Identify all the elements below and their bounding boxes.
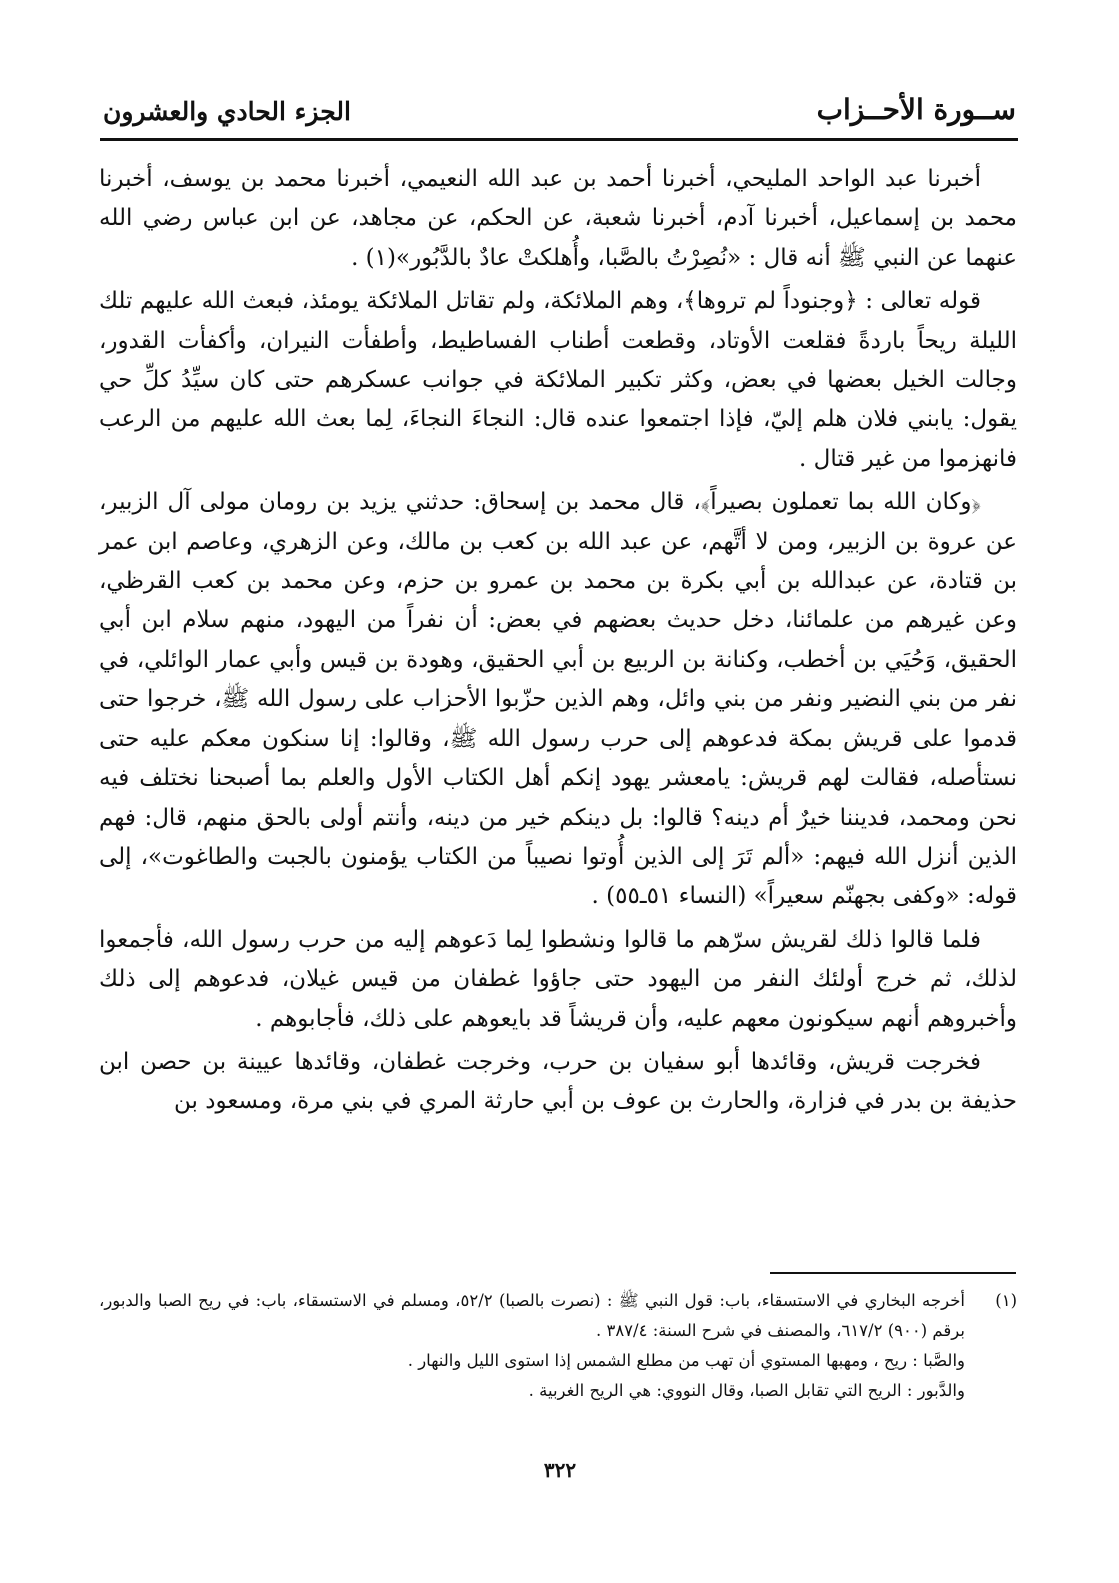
surah-title: ســورة الأحــزاب: [816, 93, 1016, 126]
footnote-1: [99, 1286, 1017, 1346]
footnotes: [99, 1286, 1017, 1406]
footnote-note-dabur: والدَّبور : الريح التي تقابل الصبا، وقال النووي: هي الريح الغربية .: [528, 1381, 965, 1400]
footnote-text: أخرجه البخاري في الاستسقاء، باب: قول النبي ﷺ : (نصرت بالصبا) ٥٢/٢، ومسلم في الاستسقاء، باب: في ريح الصبا والدبور، برقم (٩٠٠) ٦١٧/٢، والمصنف في شرح السنة: ٣٨٧/٤ .: [99, 1291, 965, 1340]
footnote-number: (١): [995, 1291, 1017, 1310]
page-header: [103, 86, 1016, 126]
paragraph-4: فلما قالوا ذلك لقريش سرّهم ما قالوا ونشطوا لِما دَعوهم إليه من حرب رسول الله، فأجمعوا لذلك، ثم خرج أولئك النفر من اليهود حتى جاؤوا غطفان من قيس غيلان، فدعوهم إلى ذلك وأخبروهم أنهم سيكونون معهم عليه، وأن قريشاً قد بايعوهم على ذلك، فأجابوهم .: [99, 926, 1017, 1032]
header-divider: [100, 138, 1018, 141]
main-text: [99, 160, 1017, 1126]
footnote-note-saba: والصَّبا : ريح ، ومهبها المستوي أن تهب من مطلع الشمس إذا استوى الليل والنهار .: [407, 1351, 965, 1370]
paragraph-3: ﴿وكان الله بما تعملون بصيراً﴾، قال محمد بن إسحاق: حدثني يزيد بن رومان مولى آل الزبير، عن عروة بن الزبير، ومن لا أتَّهم، عن عبد الله بن كعب بن مالك، وعن الزهري، وعاصم ابن عمر بن قتادة، عن عبدالله بن أبي بكرة بن محمد بن عمرو بن حزم، وعن محمد بن كعب القرظي، وعن غيرهم من علمائنا، دخل حديث بعضهم في بعض: أن نفراً من اليهود، منهم سلام ابن أبي الحقيق، وَحُيَي بن أخطب، وكنانة بن الربيع بن أبي الحقيق، وهودة بن قيس وأبي عمار الوائلي، في نفر من بني النضير ونفر من بني وائل، وهم الذين حزّبوا الأحزاب على رسول الله ﷺ، خرجوا حتى قدموا على قريش بمكة فدعوهم إلى حرب رسول الله ﷺ، وقالوا: إنا سنكون معكم عليه حتى نستأصله، فقالت لهم قريش: يامعشر يهود إنكم أهل الكتاب الأول والعلم بما أصبحنا نختلف فيه نحن ومحمد، فديننا خيرٌ أم دينه؟ قالوا: بل دينكم خير من دينه، وأنتم أولى بالحق منهم، قال: فهم الذين أنزل الله فيهم: «ألم تَرَ إلى الذين أُوتوا نصيباً من الكتاب يؤمنون بالجبت والطاغوت»، إلى قوله: «وكفى بجهنّم سعيراً» (النساء ٥١ـ٥٥) .: [99, 489, 1017, 910]
paragraph-2: قوله تعالى : ﴿وجنوداً لم تروها﴾، وهم الملائكة، ولم تقاتل الملائكة يومئذ، فبعث الله عليهم تلك الليلة ريحاً باردةً فقلعت الأوتاد، وقطعت أطناب الفساطيط، وأطفأت النيران، وأكفأت القدور، وجالت الخيل بعضها في بعض، وكثر تكبير الملائكة في جوانب عسكرهم حتى كان سيِّدُ كلِّ حي يقول: يابني فلان هلم إليّ، فإذا اجتمعوا عنده قال: النجاءَ النجاءَ، لِما بعث الله عليهم من الرعب فانهزموا من غير قتال .: [99, 288, 1017, 472]
juz-title: الجزء الحادي والعشرون: [103, 97, 351, 126]
page-number: ٣٢٢: [543, 1458, 577, 1482]
paragraph-5: فخرجت قريش، وقائدها أبو سفيان بن حرب، وخرجت غطفان، وقائدها عيينة بن حصن ابن حذيفة بن بدر في فزارة، والحارث بن عوف بن أبي حارثة المري في بني مرة، ومسعود بن: [99, 1048, 1017, 1115]
footnote-divider: [770, 1272, 1016, 1274]
paragraph-1: أخبرنا عبد الواحد المليحي، أخبرنا أحمد بن عبد الله النعيمي، أخبرنا محمد بن يوسف، أخبرنا محمد بن إسماعيل، أخبرنا آدم، أخبرنا شعبة، عن الحكم، عن مجاهد، عن ابن عباس رضي الله عنهما عن النبي ﷺ أنه قال : «نُصِرْتُ بالصَّبا، وأُهلكتْ عادٌ بالدَّبُور»(١) .: [99, 166, 1017, 271]
